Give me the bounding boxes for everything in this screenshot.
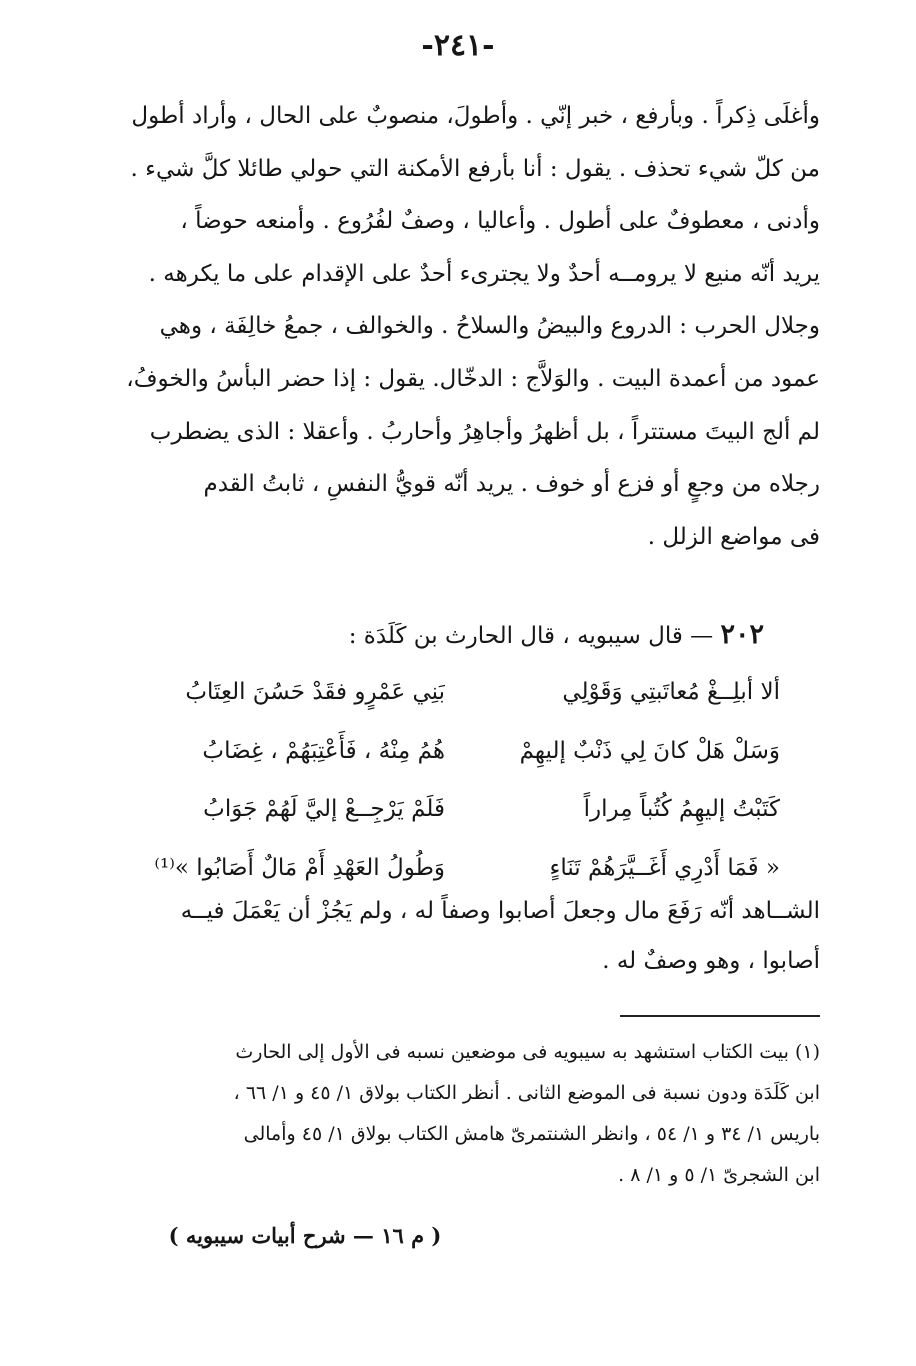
poem-verses <box>150 663 780 897</box>
commentary-line: الشــاهد أنّه رَفَعَ مال وجعلَ أصابوا وصفاً له ، ولم يَجُزْ أن يَعْمَلَ فيــه <box>180 898 820 924</box>
footnote-line: ابن الشجرىّ ١/ ٥ و ١/ ٨ . <box>618 1164 820 1186</box>
verse-first-hemistich: وَسَلْ هَلْ كانَ لِي ذَنْبٌ إليهِمْ <box>519 737 780 764</box>
verse-second-hemistich: وَطُولُ العَهْدِ أَمْ مَالٌ أَصَابُوا »⁽¹⁾ <box>154 854 445 881</box>
page-number: -٢٤١- <box>421 28 495 63</box>
printer-signature: ( م ١٦ — شرح أبيات سيبويه ) <box>168 1223 442 1248</box>
body-line: وأغلَى ذِكراً . وبأرفع ، خبر إنّي . وأطولَ، منصوبٌ على الحال ، وأراد أطول <box>131 103 820 129</box>
verse-row <box>150 722 780 781</box>
verse-first-hemistich: ألا أبلِــغْ مُعاتَبتِي وَقَوْلِي <box>562 679 780 705</box>
verse-first-hemistich: « فَمَا أَدْرِي أَغَــيَّرَهُمْ تَنَاءٍ <box>549 854 780 881</box>
body-line: وجلال الحرب : الدروع والبيضُ والسلاحُ . والخوالف ، جمعُ خالِفَة ، وهي <box>159 313 820 340</box>
footnotes <box>108 1032 820 1196</box>
commentary-line: أصابوا ، وهو وصفٌ له . <box>602 948 820 974</box>
commentary-paragraph <box>108 886 820 986</box>
verse-second-hemistich: بَنِي عَمْرٍو فقَدْ حَسُنَ العِتَابُ <box>185 679 445 705</box>
body-line: وأدنى ، معطوفٌ على أطول . وأعاليا ، وصفٌ لفُرُوع . وأمنعه حوضاً ، <box>180 208 820 235</box>
entry-number: ٢٠٢ <box>720 619 764 650</box>
body-line: من كلّ شيء تحذف . يقول : أنا بأرفع الأمكنة التي حولي طائلا كلَّ شيء . <box>130 155 820 182</box>
body-line: عمود من أعمدة البيت . والوَلاَّج : الدخّال. يقول : إذا حضر البأسُ والخوفُ، <box>126 365 820 392</box>
body-line: لم ألج البيتَ مستتراً ، بل أظهرُ وأجاهِرُ وأحاربُ . وأعقلا : الذى يضطرب <box>149 418 820 445</box>
entry-intro: — قال سيبويه ، قال الحارث بن كَلَدَة : <box>348 623 714 649</box>
footnote-divider <box>620 1015 820 1017</box>
verse-first-hemistich: كَتَبْتُ إليهِمُ كُتُباً مِراراً <box>583 796 780 822</box>
verse-row <box>150 780 780 839</box>
verse-second-hemistich: فَلَمْ يَرْجِــعْ إليَّ لَهُمْ جَوَابُ <box>203 796 445 822</box>
verse-second-hemistich: هُمُ مِنْهُ ، فَأَعْتِبَهُمْ ، غِضَابُ <box>202 737 445 764</box>
entry-heading <box>108 612 764 659</box>
footnote-line: ابن كَلَدَة ودون نسبة فى الموضع الثانى . أنظر الكتاب بولاق ١/ ٤٥ و ١/ ٦٦ ، <box>233 1082 820 1104</box>
body-line: فى مواضع الزلل . <box>647 523 820 550</box>
body-paragraph <box>108 90 820 563</box>
footnote-line: باريس ١/ ٣٤ و ١/ ٥٤ ، وانظر الشنتمرىّ هامش الكتاب بولاق ١/ ٤٥ وأمالى <box>243 1123 820 1145</box>
footnote-line: (١) بيت الكتاب استشهد به سيبويه فى موضعين نسبه فى الأول إلى الحارث <box>235 1041 820 1063</box>
body-line: رجلاه من وجعٍ أو فزع أو خوف . يريد أنّه قويُّ النفسِ ، ثابتُ القدم <box>203 471 820 498</box>
verse-row <box>150 663 780 722</box>
body-line: يريد أنّه منيع لا يرومــه أحدٌ ولا يجترىء أحدٌ على الإقدام على ما يكرهه . <box>148 260 820 287</box>
